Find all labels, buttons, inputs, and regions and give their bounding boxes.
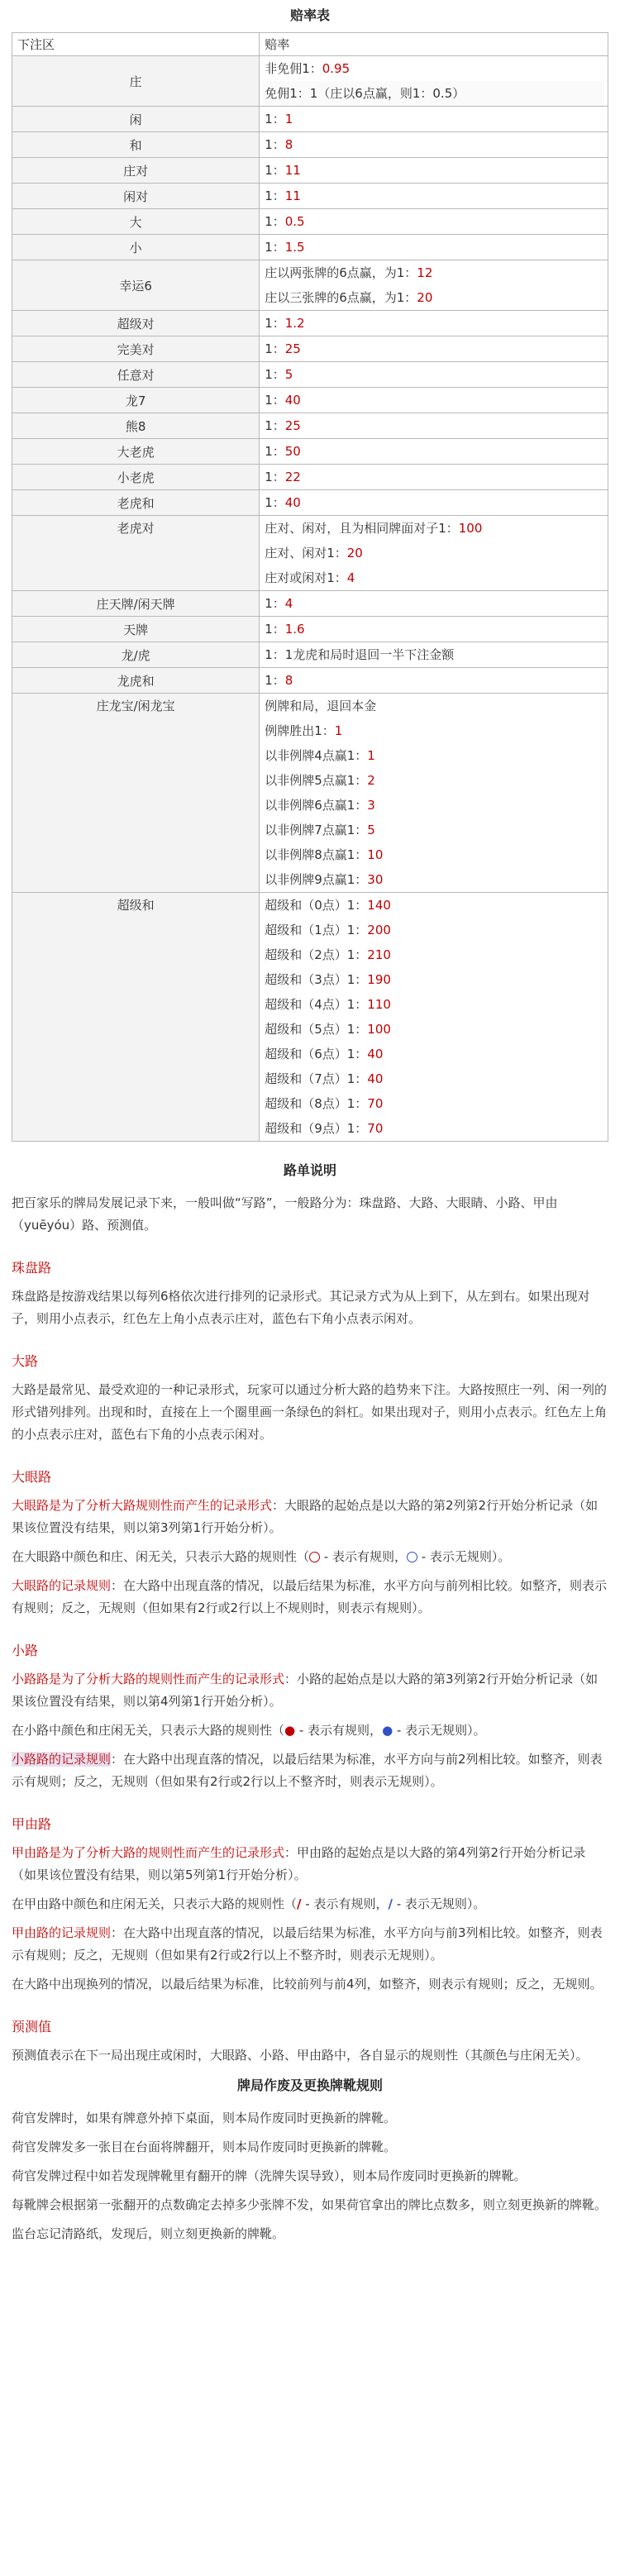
odds-rate-cell: [260, 362, 608, 388]
odds-rate-line: 1：25: [265, 418, 301, 433]
odds-row: [12, 642, 608, 668]
odds-rate-line: 超级和（8点）1：70: [265, 1096, 384, 1111]
void-rule-item: 监台忘记清路纸，发现后，则立刻更换新的牌靴。: [12, 2226, 285, 2241]
odds-rate-cell: [260, 158, 608, 184]
odds-rate-line: 以非例牌7点赢1：5: [265, 823, 375, 837]
odds-row: [12, 465, 608, 490]
cockroach-road-p1: 甲由路是为了分析大路的规则性而产生的记录形式：甲由路的起始点是以大路的第4列第2行开始分析记录（如果该位置没有结果，则以第5列第1行开始分析）。: [12, 1845, 586, 1882]
odds-rate-cell: [260, 516, 608, 591]
cockroach-road-p3: 甲由路的记录规则：在大路中出现直落的情况，以最后结果为标准，水平方向与前3列相比较。如整齐，则表示有规则；反之，无规则（但如果有2行或2行以上不整齐时，则表示无规则）。: [12, 1925, 603, 1963]
odds-row: [12, 209, 608, 235]
odds-rate-cell: [260, 668, 608, 694]
odds-rate-line: 庄对、闲对，且为相同牌面对子1：100: [265, 521, 483, 536]
odds-area-cell: 庄天牌/闲天牌: [12, 591, 260, 617]
odds-rate-line: 1：50: [265, 444, 301, 459]
odds-row: [12, 336, 608, 362]
odds-rate-line: 超级和（1点）1：200: [265, 923, 391, 937]
odds-row: [12, 260, 608, 311]
odds-row: [12, 490, 608, 516]
odds-rate-cell: [260, 694, 608, 893]
odds-area-cell: 幸运6: [12, 260, 260, 311]
odds-rate-line: 庄对或闲对1：4: [265, 570, 355, 585]
odds-rate-line: 1：11: [265, 163, 301, 178]
odds-rate-line: 1：1.2: [265, 316, 305, 331]
odds-rate-line: 超级和（7点）1：40: [265, 1071, 384, 1086]
odds-rate-line: 超级和（2点）1：210: [265, 947, 391, 962]
void-rule-item: 荷官发牌过程中如若发现牌靴里有翻开的牌（洗牌失误导致），则本局作废同时更换新的牌靴。: [12, 2168, 527, 2183]
odds-header-row: [12, 33, 608, 56]
small-road-p2: 在小路中颜色和庄闲无关，只表示大路的规则性（● - 表示有规则，● - 表示无规则）。: [12, 1723, 486, 1738]
voids-list: [12, 2107, 608, 2245]
odds-area-cell: 老虎对: [12, 516, 260, 591]
odds-rate-line: 1：1.6: [265, 622, 305, 637]
big-eye-p1: 大眼路是为了分析大路规则性而产生的记录形式：大眼路的起始点是以大路的第2列第2行开始分析记录（如果该位置没有结果，则以第3列第1行开始分析）。: [12, 1498, 599, 1535]
odds-area-cell: 庄对: [12, 158, 260, 184]
odds-rate-cell: [260, 235, 608, 260]
odds-area-cell: 超级和: [12, 893, 260, 1142]
odds-area-cell: 闲: [12, 107, 260, 132]
odds-row: [12, 184, 608, 209]
odds-rate-cell: [260, 260, 608, 311]
odds-table: [12, 32, 608, 1142]
odds-row: [12, 56, 608, 107]
odds-area-cell: 完美对: [12, 336, 260, 362]
big-eye-p3: 大眼路的记录规则：在大路中出现直落的情况，以最后结果为标准，水平方向与前列相比较。如整齐，则表示有规则；反之，无规则（但如果有2行或2行以上不规则时，则表示有规则）。: [12, 1578, 608, 1615]
odds-row: [12, 893, 608, 1142]
blue-slash-icon: /: [388, 1896, 393, 1911]
void-rule-item: 荷官发牌发多一张目在台面将牌翻开，则本局作废同时更换新的牌靴。: [12, 2140, 397, 2154]
odds-area-cell: 和: [12, 132, 260, 158]
cockroach-road-p2: 在甲由路中颜色和庄闲无关，只表示大路的规则性（/ - 表示有规则，/ - 表示无规则）。: [12, 1896, 486, 1911]
odds-area-cell: 小: [12, 235, 260, 260]
voids-title: 牌局作废及更换牌靴规则: [236, 2077, 383, 2093]
odds-rate-line: 1：1.5: [265, 240, 305, 255]
bead-road-heading: 珠盘路: [12, 1260, 52, 1276]
roads-title: 路单说明: [283, 1162, 336, 1178]
odds-rate-line: 1：8: [265, 673, 293, 688]
odds-rate-cell: [260, 184, 608, 209]
odds-rate-line: 1：5: [265, 367, 293, 382]
odds-area-cell: 庄: [12, 56, 260, 107]
odds-rate-cell: [260, 388, 608, 413]
small-road-p1: 小路路是为了分析大路的规则性而产生的记录形式：小路的起始点是以大路的第3列第2行开始分析记录（如果该位置没有结果，则以第4列第1行开始分析）。: [12, 1672, 599, 1709]
odds-row: [12, 516, 608, 591]
odds-area-cell: 小老虎: [12, 465, 260, 490]
odds-rate-cell: [260, 617, 608, 642]
odds-rate-line: 超级和（6点）1：40: [265, 1047, 384, 1061]
odds-area-cell: 超级对: [12, 311, 260, 336]
odds-rate-line: 超级和（4点）1：110: [265, 997, 391, 1012]
cockroach-road-p4: 在大路中出现换列的情况，以最后结果为标准，比较前列与前4列，如整齐，则表示有规则；反之，无规则。: [12, 1977, 603, 1992]
red-circle-icon: [309, 1552, 320, 1562]
header-area: 下注区: [12, 33, 260, 56]
odds-area-cell: 龙7: [12, 388, 260, 413]
cockroach-road-heading: 甲由路: [12, 1816, 52, 1832]
void-rule-item: 荷官发牌时，如果有牌意外掉下桌面，则本局作废同时更换新的牌靴。: [12, 2111, 397, 2125]
odds-rate-line: 庄对、闲对1：20: [265, 546, 363, 561]
odds-rate-line: 以非例牌5点赢1：2: [265, 773, 375, 788]
odds-rate-line: 1：40: [265, 495, 301, 510]
big-road-text: 大路是最常见、最受欢迎的一种记录形式，玩家可以通过分析大路的趋势来下注。大路按照庄一列、闲一列的形式错列排列。出现和时，直接在上一个圈里画一条绿色的斜杠。如果出现对子，则用小点表示。红色左上角的小点表示庄对，蓝色右下角的小点表示闲对。: [12, 1382, 608, 1442]
odds-rate-line: 以非例牌4点赢1：1: [265, 748, 375, 763]
bead-road-text: 珠盘路是按游戏结果以每列6格依次进行排列的记录形式。其记录方式为从上到下，从左到右。如果出现对子，则用小点表示，红色左上角小点表示庄对，蓝色右下角小点表示闲对。: [12, 1289, 590, 1326]
odds-row: [12, 362, 608, 388]
odds-rate-cell: [260, 642, 608, 668]
odds-rate-cell: [260, 465, 608, 490]
odds-rate-line: 庄以三张牌的6点赢，为1：20: [265, 290, 433, 305]
odds-rate-cell: [260, 209, 608, 235]
odds-rate-line: 1：1: [265, 112, 293, 126]
odds-rate-cell: [260, 56, 608, 107]
odds-rate-cell: [260, 439, 608, 465]
odds-rate-cell: [260, 132, 608, 158]
small-road-p3: 小路路的记录规则：在大路中出现直落的情况，以最后结果为标准，水平方向与前2列相比较。如整齐，则表示有规则；反之，无规则（但如果有2行或2行以上不整齐时，则表示无规则）。: [12, 1752, 603, 1789]
odds-rate-line: 超级和（0点）1：140: [265, 898, 391, 913]
odds-area-cell: 闲对: [12, 184, 260, 209]
predict-heading: 预测值: [12, 2019, 52, 2035]
header-rate: 赔率: [260, 33, 608, 56]
odds-row: [12, 132, 608, 158]
big-road-heading: 大路: [12, 1353, 39, 1369]
odds-rate-cell: [260, 893, 608, 1142]
odds-row: [12, 107, 608, 132]
odds-rate-cell: [260, 413, 608, 439]
odds-rate-line: 例牌胜出1：1: [265, 723, 343, 738]
odds-rate-line: 1：0.5: [265, 214, 305, 229]
odds-row: [12, 388, 608, 413]
odds-area-cell: 大老虎: [12, 439, 260, 465]
odds-rate-line: 以非例牌8点赢1：10: [265, 847, 384, 862]
odds-area-cell: 天牌: [12, 617, 260, 642]
odds-rate-line: 免佣1：1（庄以6点赢，则1：0.5）: [263, 81, 604, 106]
odds-row: [12, 668, 608, 694]
odds-rate-line: 1：40: [265, 393, 301, 408]
odds-title: 赔率表: [289, 7, 330, 23]
odds-rate-line: 超级和（3点）1：190: [265, 972, 391, 987]
big-eye-p2: 在大眼路中颜色和庄、闲无关，只表示大路的规则性（ - 表示有规则， - 表示无规则）。: [12, 1549, 511, 1564]
odds-area-cell: 熊8: [12, 413, 260, 439]
odds-rate-line: 庄以两张牌的6点赢，为1：12: [265, 265, 433, 280]
odds-rate-line: 1：11: [265, 188, 301, 203]
odds-row: [12, 617, 608, 642]
odds-area-cell: 大: [12, 209, 260, 235]
odds-rate-cell: [260, 107, 608, 132]
odds-rate-line: 1：25: [265, 341, 301, 356]
page: [0, 5, 620, 2245]
odds-rate-cell: [260, 336, 608, 362]
odds-rate-line: 超级和（9点）1：70: [265, 1121, 384, 1136]
odds-rate-line: 以非例牌6点赢1：3: [265, 798, 375, 813]
big-eye-heading: 大眼路: [12, 1469, 52, 1485]
odds-rate-line: 以非例牌9点赢1：30: [265, 872, 384, 887]
odds-rate-line: 1：22: [265, 470, 301, 484]
roads-intro: 把百家乐的牌局发展记录下来，一般叫做“写路”，一般路分为：珠盘路、大路、大眼睛、小路、甲由（yuēyóu）路、预测值。: [12, 1195, 558, 1233]
odds-area-cell: 庄龙宝/闲龙宝: [12, 694, 260, 893]
odds-rate-line: 1：4: [265, 596, 293, 611]
odds-rate-cell: [260, 311, 608, 336]
odds-rate-line: 例牌和局，退回本金: [265, 699, 377, 713]
odds-rate-cell: [260, 591, 608, 617]
odds-row: [12, 694, 608, 893]
odds-row: [12, 235, 608, 260]
odds-area-cell: 龙/虎: [12, 642, 260, 668]
predict-text: 预测值表示在下一局出现庄或闲时，大眼路、小路、甲由路中，各自显示的规则性（其颜色与庄闲无关）。: [12, 2048, 589, 2063]
odds-rate-line: 超级和（5点）1：100: [265, 1022, 391, 1037]
odds-rate-line: 1：8: [265, 137, 293, 152]
odds-area-cell: 任意对: [12, 362, 260, 388]
blue-dot-icon: ●: [382, 1723, 393, 1738]
blue-circle-icon: [407, 1552, 417, 1562]
odds-area-cell: 龙虎和: [12, 668, 260, 694]
odds-rate-line: 非免佣1：0.95: [265, 61, 351, 76]
odds-rate-cell: [260, 490, 608, 516]
red-dot-icon: ●: [284, 1723, 296, 1738]
odds-row: [12, 413, 608, 439]
red-slash-icon: /: [297, 1896, 302, 1911]
odds-row: [12, 439, 608, 465]
odds-row: [12, 311, 608, 336]
odds-row: [12, 158, 608, 184]
odds-area-cell: 老虎和: [12, 490, 260, 516]
odds-row: [12, 591, 608, 617]
small-road-heading: 小路: [12, 1643, 39, 1658]
odds-rate-line: 1：1龙虎和局时退回一半下注金额: [265, 647, 455, 662]
void-rule-item: 每靴牌会根据第一张翻开的点数确定去掉多少张牌不发，如果荷官拿出的牌比点数多，则立刻更换新的牌靴。: [12, 2197, 608, 2212]
